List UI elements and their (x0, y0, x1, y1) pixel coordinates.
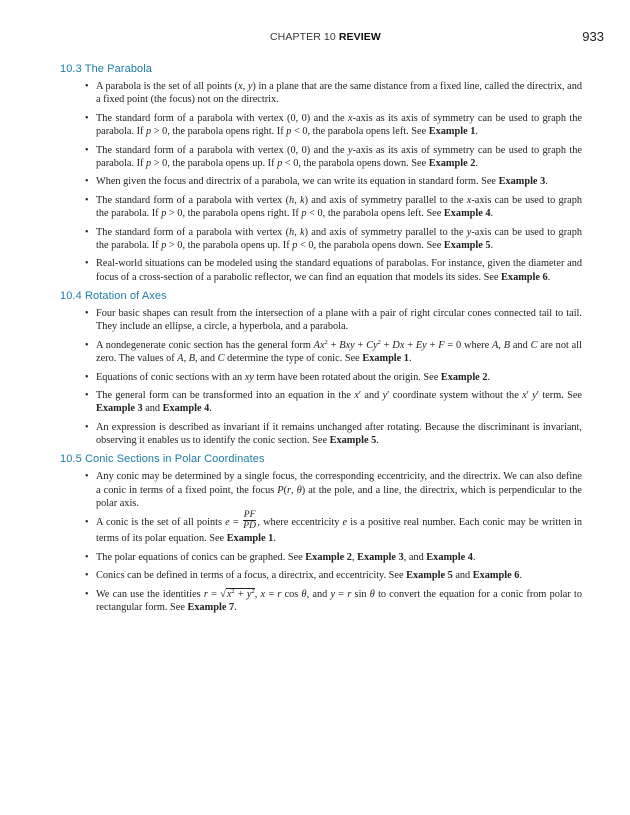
section-heading-10-5: 10.5 Conic Sections in Polar Coordinates (60, 453, 265, 466)
page-number: 933 (582, 29, 604, 44)
list-item: • Conics can be defined in terms of a focus, a directrix, and eccentricity. See Example 5 and Example 6. (85, 570, 522, 582)
example-link[interactable]: Example 3 (357, 551, 404, 563)
example-link[interactable]: Example 6 (472, 570, 520, 582)
running-header (0, 31, 630, 47)
bullet-icon: • (85, 371, 89, 383)
section-heading-10-4: 10.4 Rotation of Axes (60, 289, 167, 302)
list-item: • The standard form of a parabola with vertex (0, 0) and the y-axis as its axis of symmetry can be used to graph the parabola. If p > 0, the parabola opens up. If p < 0, the parabola opens down. See Example 2. (85, 144, 582, 169)
example-link[interactable]: Example 4 (426, 551, 473, 563)
example-link[interactable]: Example 1 (362, 353, 409, 365)
list-item: • Any conic may be determined by a single focus, the corresponding eccentricity, and the directrix. We can also define a conic in terms of a fixed point, the focus P(r, θ) at the pole, and a line, the directrix, which is perpendicular to the polar axis. (85, 471, 582, 509)
example-link[interactable]: Example 2 (428, 157, 476, 169)
list-item: • We can use the identities $r = √x^2 + y^2$, x = r cos θ, and y = r sin θ to convert the equation for a conic from polar to rectangular form. See Example 7. (85, 587, 583, 614)
bullet-icon: • (85, 570, 89, 582)
list-item: • The general form can be transformed into an equation in the x′ and y′ coordinate system without the x′ y′ term. See Example 3 and Example 4. (85, 390, 582, 415)
bullet-icon: • (85, 144, 89, 156)
list-item: • The standard form of a parabola with vertex (0, 0) and the x-axis as its axis of symmetry can be used to graph the parabola. If p > 0, the parabola opens right. If p < 0, the parabola opens left. See Example 1. (85, 112, 582, 138)
chapter-label: CHAPTER 10 (270, 31, 336, 43)
bullet-icon: • (85, 81, 89, 92)
list-item: • The polar equations of conics can be graphed. See Example 2, Example 3, and Example 4. (85, 551, 476, 563)
section-10-3-list (62, 80, 582, 284)
bullet-icon: • (85, 112, 89, 124)
example-link[interactable]: Example 1 (428, 126, 476, 138)
list-item: • Real-world situations can be modeled using the standard equations of parabolas. For instance, given the diameter and focus of a cross-section of a parabolic reflector, we can find an equation that models its sides. See Example 6. (85, 258, 582, 283)
section-heading-10-3: 10.3 The Parabola (60, 63, 153, 75)
list-item: • When given the focus and directrix of a parabola, we can write its equation in standard form. See Example 3. (85, 176, 548, 188)
bullet-icon: • (85, 307, 89, 319)
bullet-icon: • (85, 517, 89, 529)
example-link[interactable]: Example 5 (443, 239, 491, 251)
example-link[interactable]: Example 6 (501, 271, 548, 283)
list-item: • Four basic shapes can result from the intersection of a plane with a pair of right circular cones connected tail to tail. They include an ellipse, a circle, a hyperbola, and a parabola. (85, 307, 582, 333)
bullet-icon: • (85, 176, 89, 188)
example-link[interactable]: Example 3 (498, 176, 546, 188)
list-item: • The standard form of a parabola with vertex (h, k) and axis of symmetry parallel to the y-axis can be used to graph the parabola. If p > 0, the parabola opens up. If p < 0, the parabola opens down. See Example 5. (85, 226, 582, 251)
bullet-icon: • (85, 421, 89, 433)
example-link[interactable]: Example 5 (329, 435, 377, 447)
example-link[interactable]: Example 1 (226, 532, 274, 544)
fraction-pf-over-pd: $\frac{PF}{PD}$ (243, 509, 256, 531)
example-link[interactable]: Example 2 (440, 371, 488, 383)
review-content (62, 63, 582, 620)
example-link[interactable]: Example 7 (187, 602, 235, 614)
example-link[interactable]: Example 4 (162, 403, 210, 415)
list-item: • A nondegenerate conic section has the general form $Ax^2$ + Bxy + $Cy^2 + Dx + Ey + F = 0$ where A, B and C are not all zero. The values of A, B, and C determine the type of conic. See Example 1. (85, 338, 582, 365)
list-item: • The standard form of a parabola with vertex (h, k) and axis of symmetry parallel to the x-axis can be used to graph the parabola. If p > 0, the parabola opens right. If p < 0, the parabola opens left. See Example 4. (85, 194, 582, 220)
bullet-icon: • (85, 471, 89, 483)
bullet-icon: • (85, 588, 89, 600)
bullet-icon: • (85, 194, 89, 206)
section-10-4-list (62, 307, 582, 447)
list-item: • A parabola is the set of all points (x, y) in a plane that are the same distance from a fixed line, called the directrix, and a fixed point (the focus) not on the directrix. (85, 81, 583, 106)
list-item: • A conic is the set of all points e = $\frac{PF}{PD}$ , where eccentricity e is a positive real number. Each conic may be written in terms of its polar equation. See Example 1. (85, 509, 582, 544)
bullet-icon: • (85, 339, 89, 351)
bullet-icon: • (85, 551, 89, 563)
example-link[interactable]: Example 4 (443, 208, 491, 220)
chapter-heading (270, 31, 381, 43)
example-link[interactable]: Example 5 (406, 570, 453, 582)
example-link[interactable]: Example 2 (305, 551, 352, 563)
list-item: • An expression is described as invariant if it remains unchanged after rotating. Because the discriminant is invariant, observing it enables us to identify the conic section. See Example 5. (85, 421, 582, 447)
list-item: • Equations of conic sections with an xy term have been rotated about the origin. See Example 2. (85, 371, 491, 383)
example-link[interactable]: Example 3 (96, 403, 143, 415)
bullet-icon: • (85, 390, 89, 402)
chapter-title: REVIEW (338, 31, 381, 43)
bullet-icon: • (85, 226, 89, 238)
section-10-5-list (62, 470, 582, 614)
bullet-icon: • (85, 258, 89, 270)
